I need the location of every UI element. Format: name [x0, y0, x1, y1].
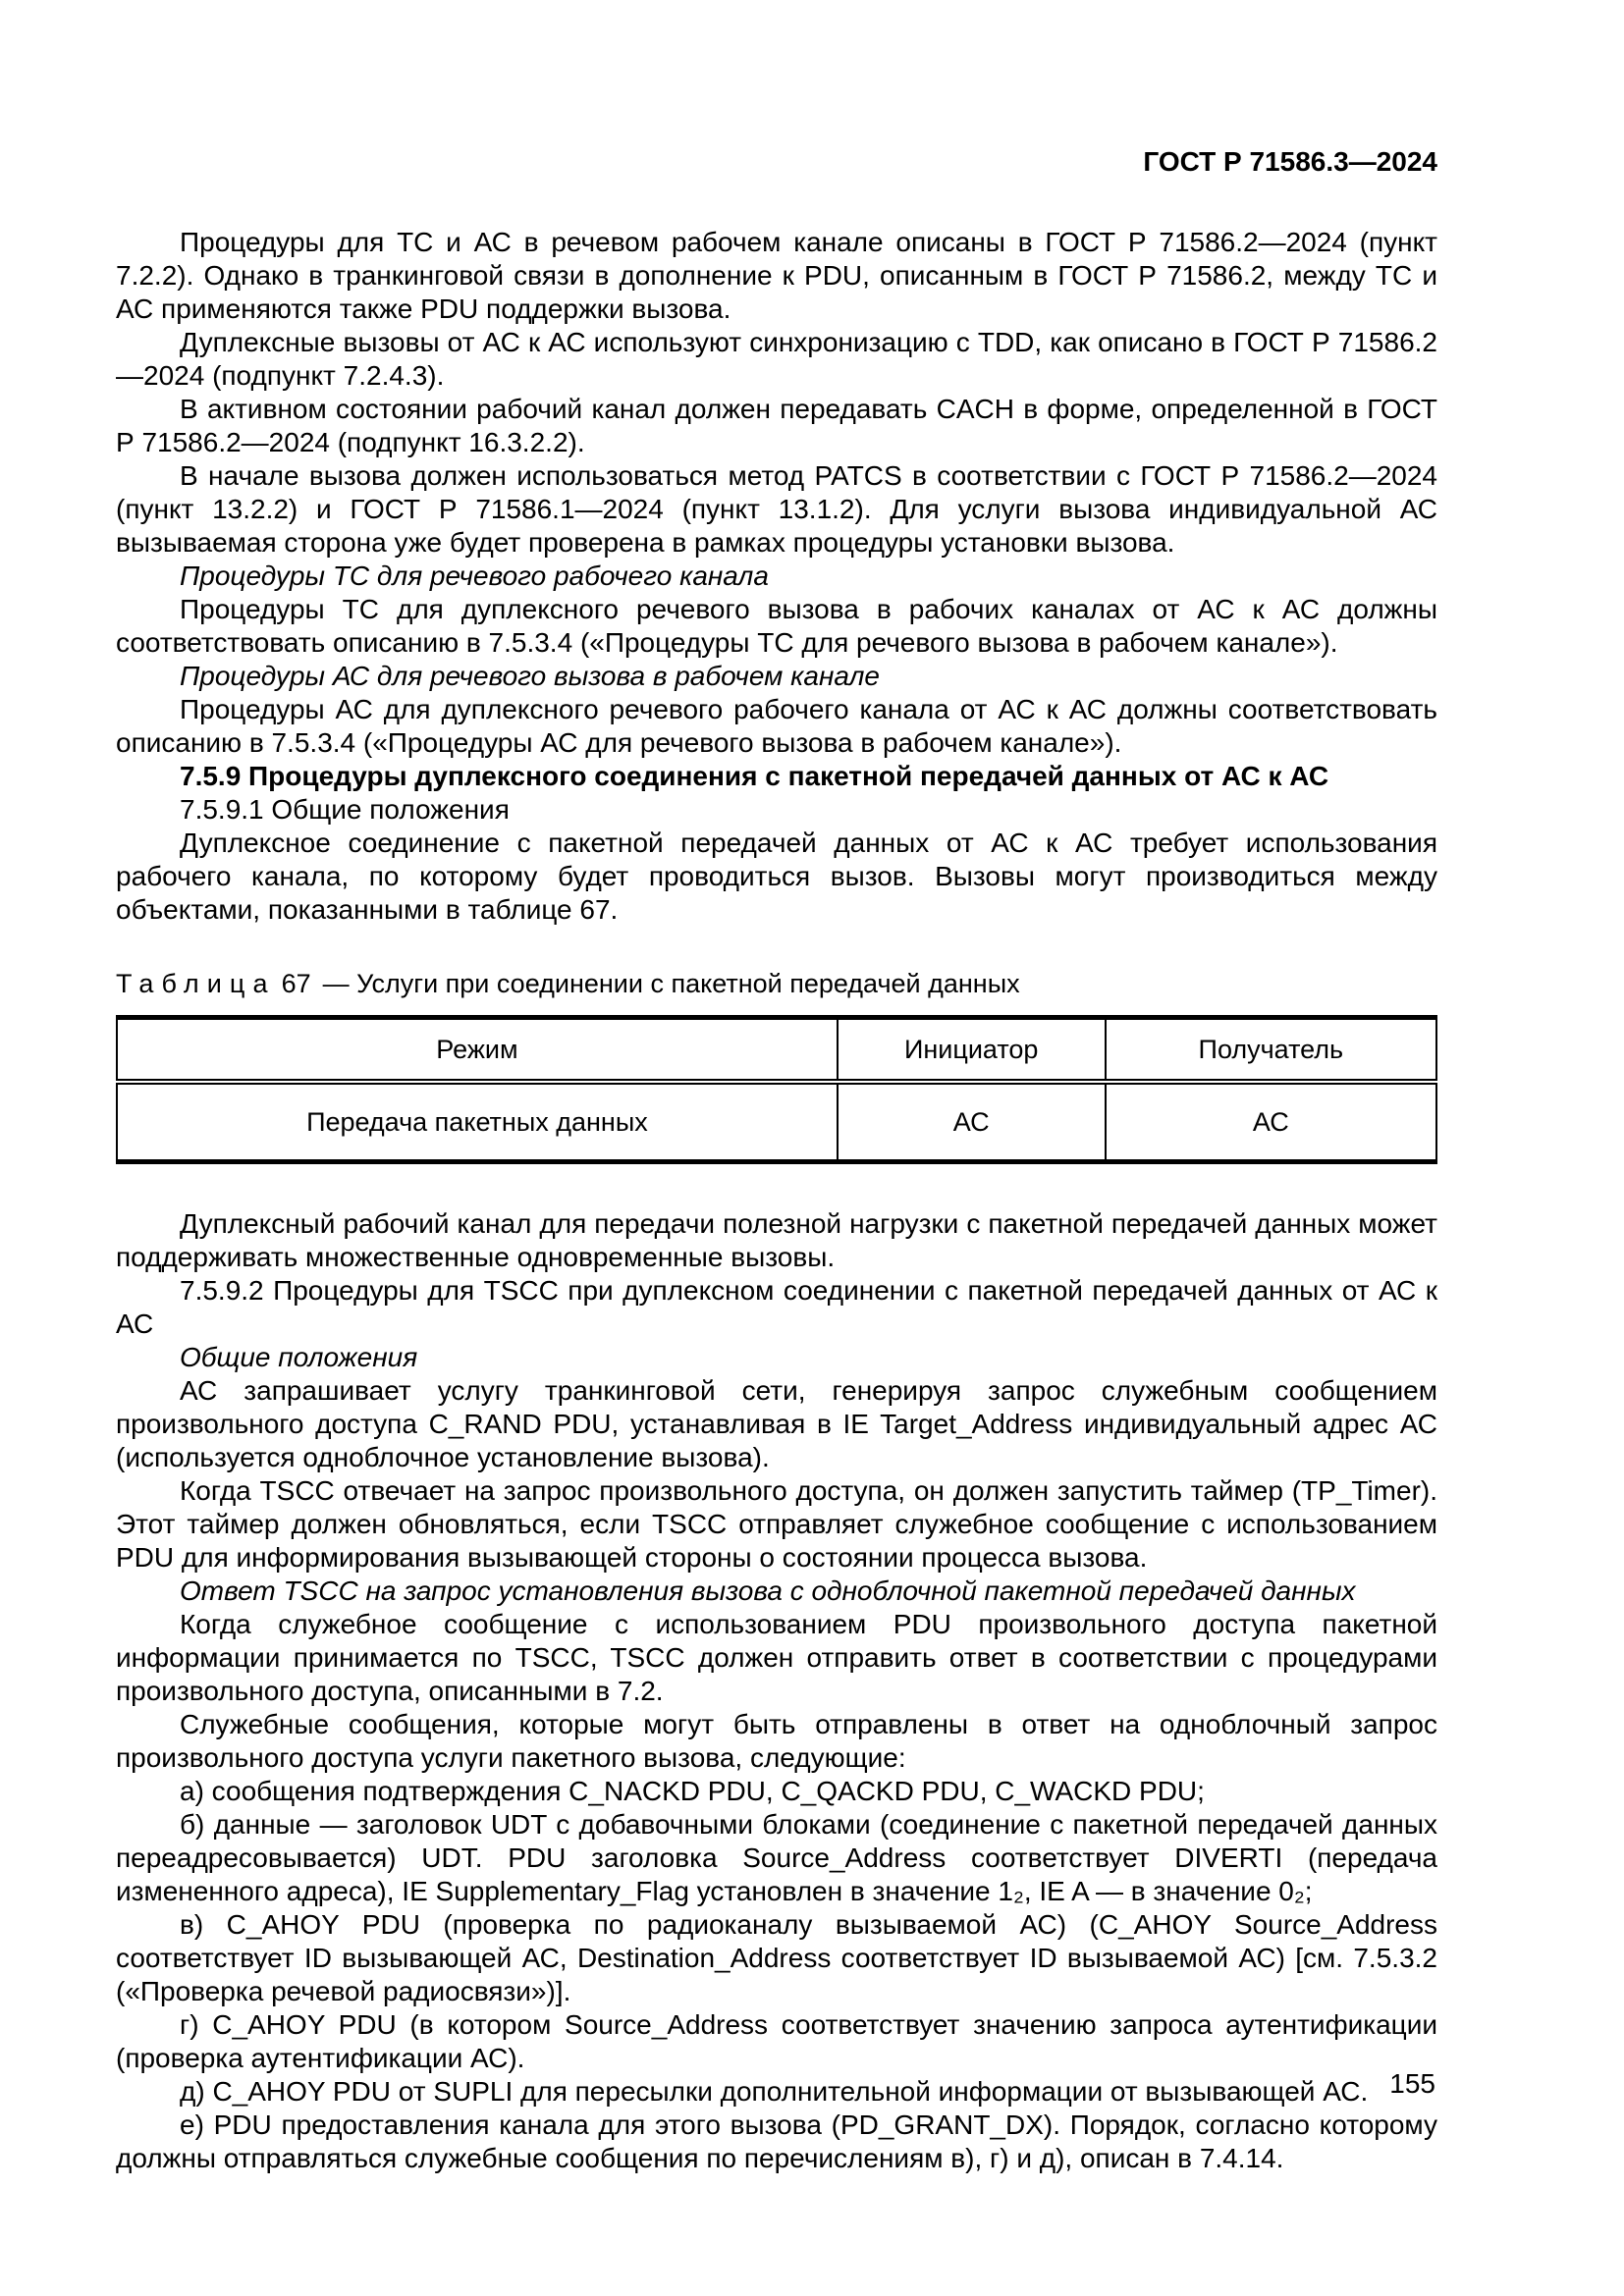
- paragraph-service-messages-intro: Служебные сообщения, которые могут быть отправлены в ответ на одноблочный запрос произвольного доступа услуги пакетного вызова, следующие:: [116, 1709, 1437, 1773]
- subheading-general-provisions: Общие положения: [180, 1342, 418, 1372]
- table-caption-number: 67: [281, 969, 311, 998]
- doc-number: ГОСТ Р 71586.3—2024: [1143, 146, 1437, 177]
- table-67: [116, 1015, 1437, 1164]
- table-caption-word: Таблица: [116, 969, 276, 998]
- list-item-e: е) PDU предоставления канала для этого вызова (PD_GRANT_DX). Порядок, согласно которому должны отправляться служебные сообщения по перечислениям в), г) и д), описан в 7.4.14.: [116, 2109, 1437, 2173]
- paragraph-ac-requests-service: АС запрашивает услугу транкинговой сети, генерируя запрос служебным сообщением произвольного доступа C_RAND PDU, устанавливая в IE Target_Address индивидуальный адрес АС (используется одноблочное установление вызова).: [116, 1375, 1437, 1472]
- table-column-header-initiator: Инициатор: [838, 1018, 1106, 1083]
- paragraph-tscc-timer: Когда TSCC отвечает на запрос произвольного доступа, он должен запустить таймер (TP_Timer). Этот таймер должен обновляться, если TSCC отправляет служебное сообщение с использованием PDU для информирования вызывающей стороны о состоянии процесса вызова.: [116, 1475, 1437, 1573]
- subheading-tc-voice-working-channel: Процедуры ТС для речевого рабочего канала: [180, 561, 769, 591]
- table-67-caption: [116, 968, 1437, 999]
- list-item-v: в) C_AHOY PDU (проверка по радиоканалу вызываемой АС) (C_AHOY Source_Address соответствует ID вызывающей АС, Destination_Address соответствует ID вызываемой АС) [см. 7.5.3.2 («Проверка речевой радиосвязи»)].: [116, 1909, 1437, 2006]
- subheading-ac-voice-call-working-channel: Процедуры АС для речевого вызова в рабочем канале: [180, 661, 880, 691]
- paragraph-duplex-working-channel-payload: Дуплексный рабочий канал для передачи полезной нагрузки с пакетной передачей данных может поддерживать множественные одновременные вызовы.: [116, 1208, 1437, 1272]
- paragraph-patcs-method: В начале вызова должен использоваться метод PATCS в соответствии с ГОСТ Р 71586.2—2024 (пункт 13.2.2) и ГОСТ Р 71586.1—2024 (пункт 13.1.2). Для услуги вызова индивидуальной АС вызываемая сторона уже будет проверена в рамках процедуры установки вызова.: [116, 460, 1437, 558]
- table-row: [117, 1082, 1436, 1162]
- list-item-b: б) данные — заголовок UDT с добавочными блоками (соединение с пакетной передачей данных переадресовывается) UDT. PDU заголовка Source_Address соответствует DIVERTI (передача измененного адреса), IE Supplementary_Flag установлен в значение 1₂, IE A — в значение 0₂;: [116, 1809, 1437, 1906]
- paragraph-tscc-random-access: Когда служебное сообщение с использованием PDU произвольного доступа пакетной информации принимается по TSCC, TSCC должен отправить ответ в соответствии с процедурами произвольного доступа, описанными в 7.2.: [116, 1609, 1437, 1706]
- table-cell-initiator: АС: [838, 1082, 1106, 1162]
- paragraph-tc-duplex-voice: Процедуры ТС для дуплексного речевого вызова в рабочих каналах от АС к АС должны соответствовать описанию в 7.5.3.4 («Процедуры ТС для речевого вызова в рабочем канале»).: [116, 594, 1437, 658]
- table-header-row: [117, 1018, 1436, 1083]
- paragraph-active-state-cach: В активном состоянии рабочий канал должен передавать CACH в форме, определенной в ГОСТ Р 71586.2—2024 (подпункт 16.3.2.2).: [116, 394, 1437, 457]
- heading-7-5-9: 7.5.9 Процедуры дуплексного соединения с пакетной передачей данных от АС к АС: [180, 761, 1329, 791]
- subheading-tscc-response: Ответ TSCC на запрос установления вызова с одноблочной пакетной передачей данных: [180, 1575, 1356, 1606]
- table-column-header-mode: Режим: [117, 1018, 838, 1083]
- list-item-a: а) сообщения подтверждения C_NACKD PDU, C_QACKD PDU, C_WACKD PDU;: [180, 1776, 1205, 1806]
- list-item-d: д) C_AHOY PDU от SUPLI для пересылки дополнительной информации от вызывающей АС.: [180, 2076, 1369, 2107]
- page-content: [116, 145, 1437, 2175]
- paragraph-duplex-packet-connection: Дуплексное соединение с пакетной передачей данных от АС к АС требует использования рабочего канала, по которому будет проводиться вызов. Вызовы могут производиться между объектами, показанными в таблице 67.: [116, 828, 1437, 925]
- table-caption-text: — Услуги при соединении с пакетной передачей данных: [322, 969, 1020, 998]
- table-column-header-recipient: Получатель: [1106, 1018, 1436, 1083]
- table-cell-mode: Передача пакетных данных: [117, 1082, 838, 1162]
- list-item-g: г) C_AHOY PDU (в котором Source_Address соответствует значению запроса аутентификации (проверка аутентификации АС).: [116, 2009, 1437, 2073]
- heading-7-5-9-1: 7.5.9.1 Общие положения: [180, 794, 510, 825]
- table-cell-recipient: АС: [1106, 1082, 1436, 1162]
- paragraph-tc-ac-voice-procedures: Процедуры для ТС и АС в речевом рабочем канале описаны в ГОСТ Р 71586.2—2024 (пункт 7.2.2). Однако в транкинговой связи в дополнение к PDU, описанным в ГОСТ Р 71586.2, между ТС и АС применяются также PDU поддержки вызова.: [116, 227, 1437, 324]
- heading-7-5-9-2: 7.5.9.2 Процедуры для TSCC при дуплексном соединении с пакетной передачей данных от АС к АС: [116, 1275, 1437, 1339]
- paragraph-duplex-calls-tdd: Дуплексные вызовы от АС к АС используют синхронизацию с TDD, как описано в ГОСТ Р 71586.2—2024 (подпункт 7.2.4.3).: [116, 327, 1437, 391]
- page-number: 155: [1389, 2068, 1435, 2099]
- paragraph-ac-duplex-voice: Процедуры АС для дуплексного речевого рабочего канала от АС к АС должны соответствовать описанию в 7.5.3.4 («Процедуры АС для речевого вызова в рабочем канале»).: [116, 694, 1437, 758]
